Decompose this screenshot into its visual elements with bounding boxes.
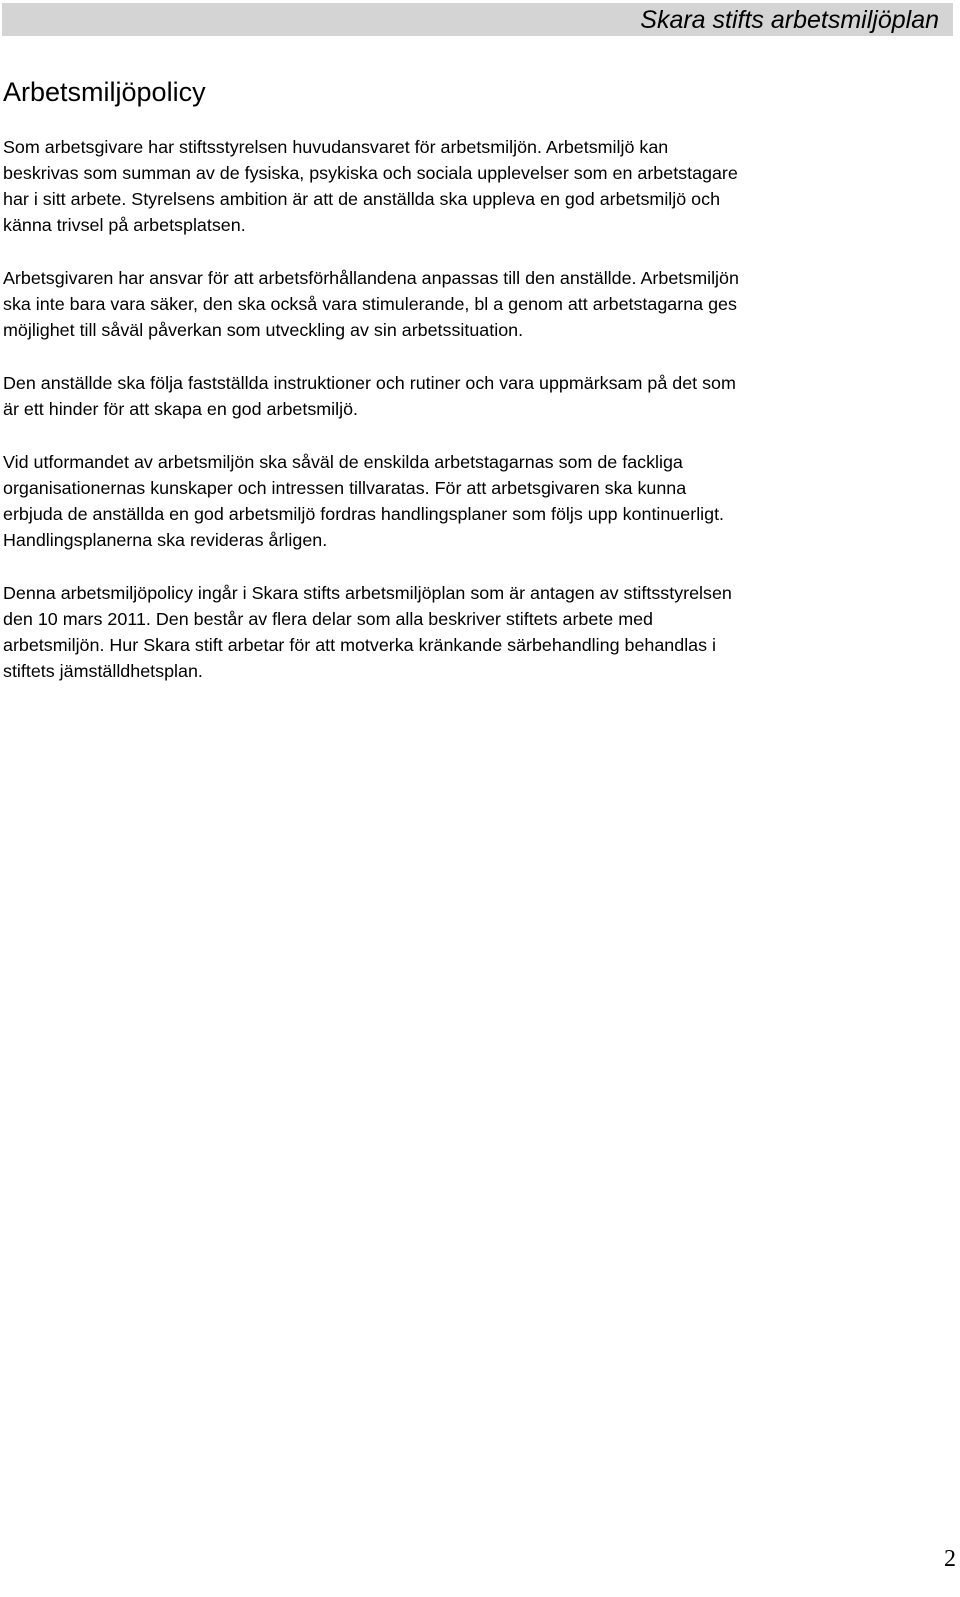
paragraph-4: Vid utformandet av arbetsmiljön ska såväl de enskilda arbetstagarnas som de fackliga organisationernas kunskaper och intressen tillvaratas. För att arbetsgivaren ska kunna erbjuda de anställda en god arbetsmiljö fordras handlingsplaner som följs upp kontinuerligt. Handlingsplanerna ska revideras årligen.: [3, 452, 725, 550]
header-bar: [2, 3, 953, 36]
page-number: 2: [944, 1546, 956, 1572]
page-heading: Arbetsmiljöpolicy: [3, 77, 206, 107]
paragraph-2: Arbetsgivaren har ansvar för att arbetsförhållandena anpassas till den anställde. Arbetsmiljön ska inte bara vara säker, den ska också vara stimulerande, bl a genom att arbetstagarna ges möjlighet till såväl påverkan som utveckling av sin arbetssituation.: [3, 268, 739, 340]
document-title: Skara stifts arbetsmiljöplan: [640, 6, 939, 34]
body-text: [3, 134, 951, 711]
paragraph-5: Denna arbetsmiljöpolicy ingår i Skara stifts arbetsmiljöplan som är antagen av stiftsstyrelsen den 10 mars 2011. Den består av flera delar som alla beskriver stiftets arbete med arbetsmiljön. Hur Skara stift arbetar för att motverka kränkande särbehandling behandlas i stiftets jämställdhetsplan.: [3, 583, 732, 681]
paragraph-3: Den anställde ska följa fastställda instruktioner och rutiner och vara uppmärksam på det som är ett hinder för att skapa en god arbetsmiljö.: [3, 373, 736, 419]
paragraph-1: Som arbetsgivare har stiftsstyrelsen huvudansvaret för arbetsmiljön. Arbetsmiljö kan beskrivas som summan av de fysiska, psykiska och sociala upplevelser som en arbetstagare har i sitt arbete. Styrelsens ambition är att de anställda ska uppleva en god arbetsmiljö och känna trivsel på arbetsplatsen.: [3, 137, 738, 235]
